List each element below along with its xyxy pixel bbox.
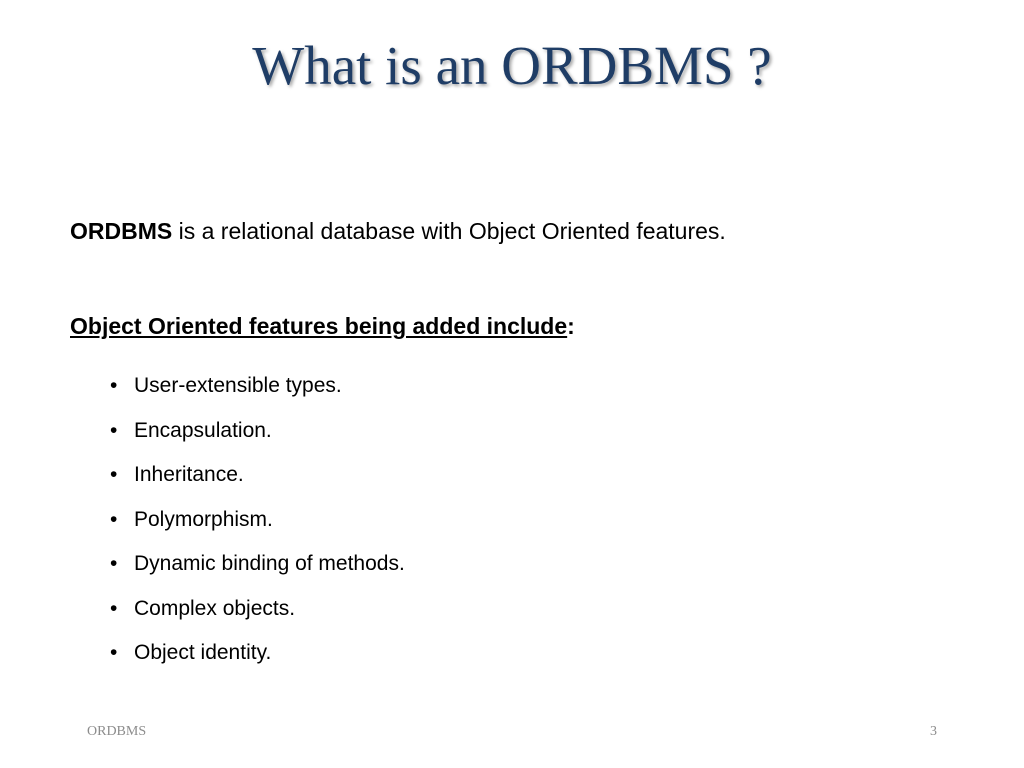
list-item (110, 370, 405, 415)
list-item (110, 504, 405, 549)
bullet-icon: • (110, 596, 118, 620)
bullet-icon: • (110, 418, 118, 442)
definition-term: ORDBMS (70, 218, 173, 244)
bullet-icon: • (110, 641, 118, 664)
list-item-label: Polymorphism. (134, 507, 273, 531)
bullet-icon: • (110, 463, 118, 486)
list-item-label: Object identity. (134, 641, 272, 664)
list-item-label: User-extensible types. (134, 374, 342, 397)
list-item-label: Dynamic binding of methods. (134, 552, 405, 575)
feature-list (110, 370, 405, 682)
features-heading (70, 309, 575, 343)
features-heading-text: Object Oriented features being added include (70, 313, 568, 339)
list-item (110, 637, 405, 682)
list-item (110, 593, 405, 638)
footer-label: ORDBMS (87, 724, 147, 739)
list-item (110, 459, 405, 504)
list-item (110, 548, 405, 593)
bullet-icon: • (110, 552, 118, 575)
list-item-label: Complex objects. (134, 596, 296, 620)
definition-text: is a relational database with Object Oriented features. (172, 218, 726, 244)
list-item (110, 415, 405, 460)
list-item-label: Encapsulation. (134, 418, 272, 442)
page-number: 3 (930, 724, 937, 739)
bullet-icon: • (110, 507, 118, 531)
features-heading-suffix: : (567, 313, 575, 339)
bullet-icon: • (110, 374, 118, 397)
definition-line (70, 214, 726, 248)
slide-title: What is an ORDBMS ? (252, 35, 772, 96)
list-item-label: Inheritance. (134, 463, 244, 486)
